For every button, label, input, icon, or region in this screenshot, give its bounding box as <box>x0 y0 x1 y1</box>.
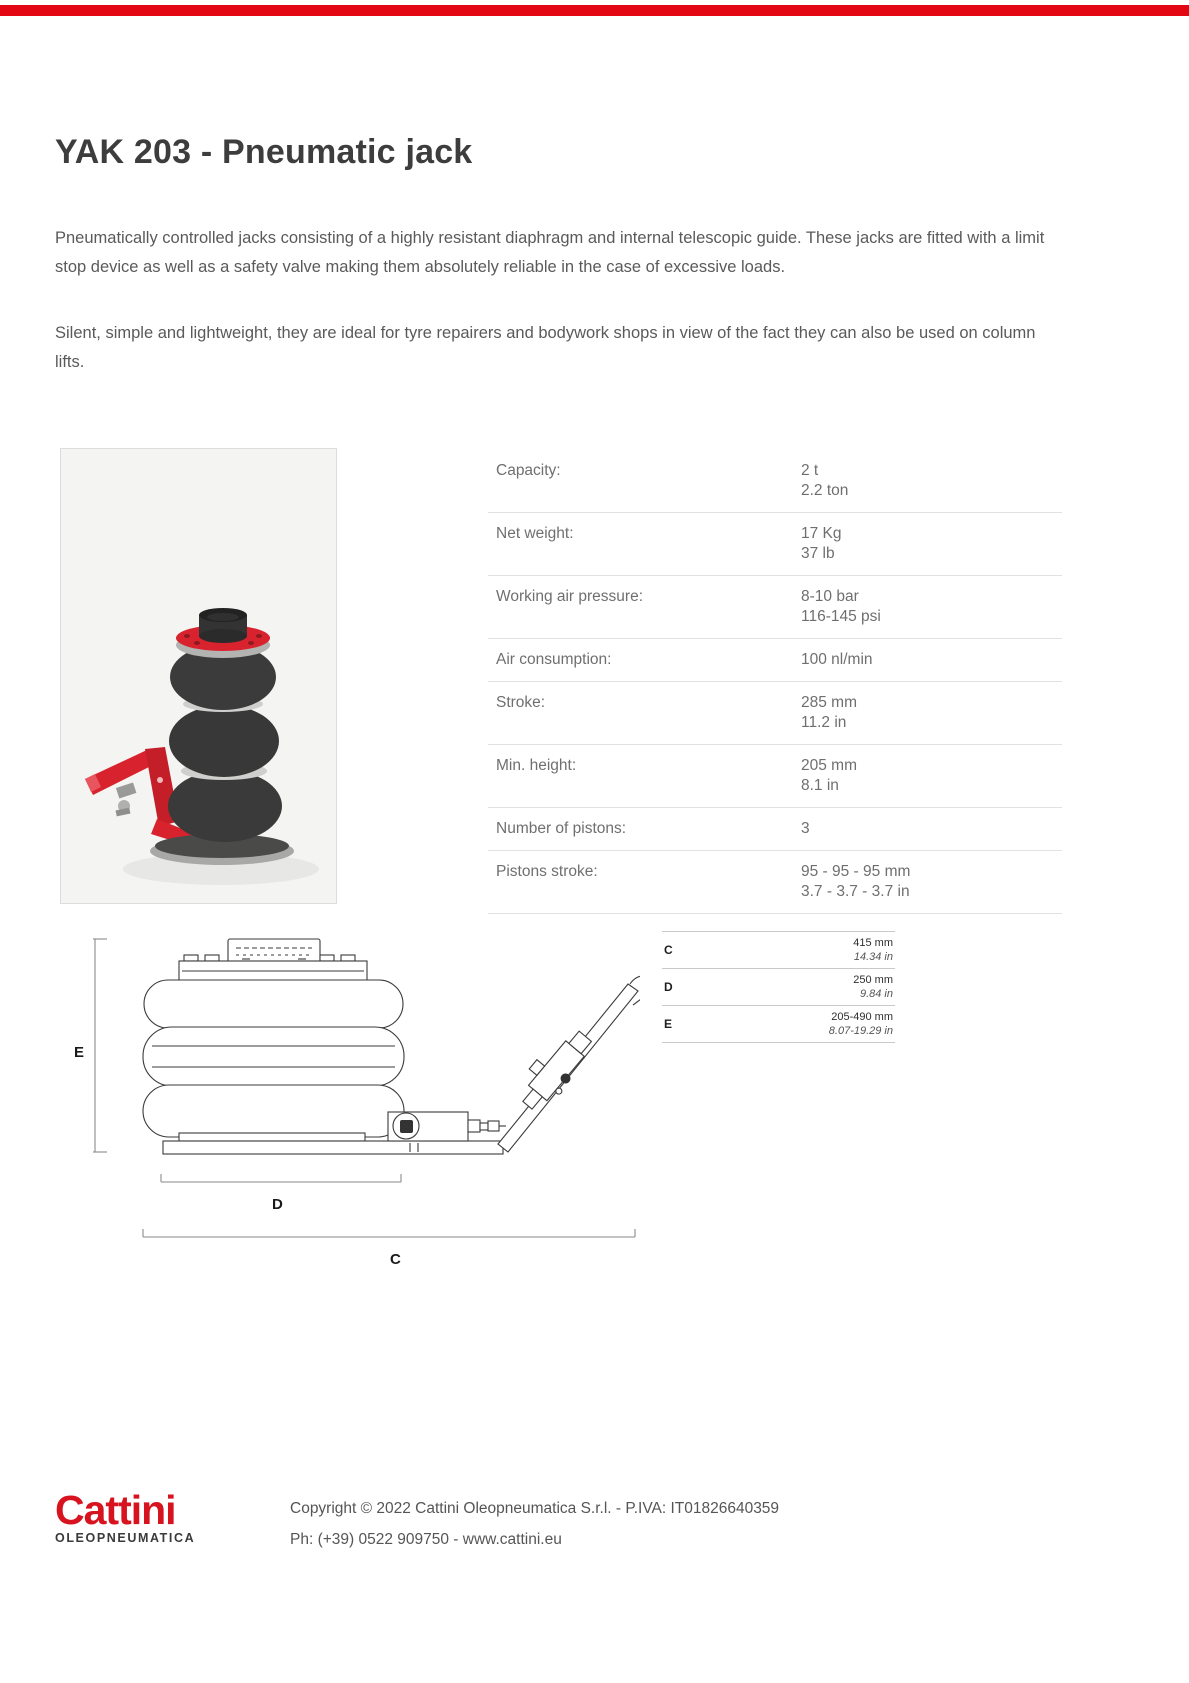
spec-value-imperial: 3.7 - 3.7 - 3.7 in <box>801 883 910 900</box>
dimension-row <box>662 969 895 1006</box>
dimension-imperial: 9.84 in <box>859 988 893 1000</box>
technical-drawing-svg <box>72 918 640 1280</box>
spec-value <box>801 862 1062 902</box>
spec-label: Working air pressure: <box>496 588 644 605</box>
spec-value-metric: 205 mm <box>801 757 857 774</box>
dimension-letter: C <box>664 943 673 957</box>
spec-label: Capacity: <box>496 462 561 479</box>
spec-label: Number of pistons: <box>496 820 627 837</box>
spec-row <box>488 808 1062 851</box>
spec-value <box>801 461 1062 501</box>
spec-value-imperial: 2.2 ton <box>801 482 849 499</box>
spec-value <box>801 524 1062 564</box>
spec-value-metric: 285 mm <box>801 694 857 711</box>
spec-label: Net weight: <box>496 525 574 542</box>
spec-row <box>488 639 1062 682</box>
spec-label: Pistons stroke: <box>496 863 598 880</box>
spec-table <box>488 450 1062 914</box>
technical-drawing <box>72 918 640 1280</box>
spec-row <box>488 745 1062 808</box>
spec-value-metric: 17 Kg <box>801 525 842 542</box>
intro-paragraph-2: Silent, simple and lightweight, they are ideal for tyre repairers and bodywork shops in view of the fact they can also be used on column lifts. <box>55 324 1036 371</box>
spec-value-imperial: 116-145 psi <box>801 608 881 625</box>
spec-value <box>801 756 1062 796</box>
spec-row <box>488 682 1062 745</box>
spec-row <box>488 450 1062 513</box>
dimension-metric: 250 mm <box>853 974 893 986</box>
spec-value-imperial: 37 lb <box>801 545 835 562</box>
spec-value-metric: 95 - 95 - 95 mm <box>801 863 911 880</box>
spec-value-imperial: 11.2 in <box>801 714 847 731</box>
spec-value-imperial: 8.1 in <box>801 777 839 794</box>
dimension-imperial: 8.07-19.29 in <box>828 1025 893 1037</box>
spec-row <box>488 851 1062 914</box>
footer-text <box>290 1498 990 1551</box>
spec-value-metric: 100 nl/min <box>801 651 873 668</box>
dim-label-e: E <box>74 1044 85 1061</box>
intro-paragraph-1: Pneumatically controlled jacks consisting of a highly resistant diaphragm and internal telescopic guide. These jacks are fitted with a limit stop device as well as a safety valve making them absolutely reliable in the case of excessive loads. <box>55 229 1045 276</box>
brand-logo-text: Cattini <box>55 1487 176 1533</box>
spec-value <box>801 587 1062 627</box>
spec-value-metric: 3 <box>801 820 810 837</box>
spec-value <box>801 819 1062 839</box>
spec-label: Air consumption: <box>496 651 612 668</box>
dimension-values <box>829 1010 893 1038</box>
dimension-row <box>662 932 895 969</box>
spec-value-metric: 8-10 bar <box>801 588 859 605</box>
spec-value <box>801 650 1062 670</box>
spec-label: Stroke: <box>496 694 546 711</box>
dimension-row <box>662 1006 895 1043</box>
brand-logo-subtext: OLEOPNEUMATICA <box>55 1531 196 1545</box>
dimension-metric: 415 mm <box>853 937 893 949</box>
dim-label-d: D <box>272 1196 283 1213</box>
dimensions-table <box>662 931 895 1043</box>
dimension-letter: D <box>664 980 673 994</box>
spec-label: Min. height: <box>496 757 577 774</box>
phone-website-text: Ph: (+39) 0522 909750 - www.cattini.eu <box>290 1531 562 1548</box>
spec-row <box>488 513 1062 576</box>
pneumatic-jack-photo <box>61 449 336 903</box>
dimension-letter: E <box>664 1017 673 1031</box>
product-photo <box>60 448 337 904</box>
dimension-values <box>853 936 893 964</box>
dimension-imperial: 14.34 in <box>853 951 893 963</box>
page-title: YAK 203 - Pneumatic jack <box>55 133 473 171</box>
spec-value <box>801 693 1062 733</box>
dimension-values <box>853 973 893 1001</box>
copyright-text: Copyright © 2022 Cattini Oleopneumatica S.r.l. - P.IVA: IT01826640359 <box>290 1500 780 1517</box>
top-accent-bar <box>0 5 1189 16</box>
spec-row <box>488 576 1062 639</box>
dim-label-c: C <box>390 1251 401 1268</box>
brand-logo <box>55 1487 255 1545</box>
dimension-metric: 205-490 mm <box>831 1011 893 1023</box>
spec-value-metric: 2 t <box>801 462 819 479</box>
